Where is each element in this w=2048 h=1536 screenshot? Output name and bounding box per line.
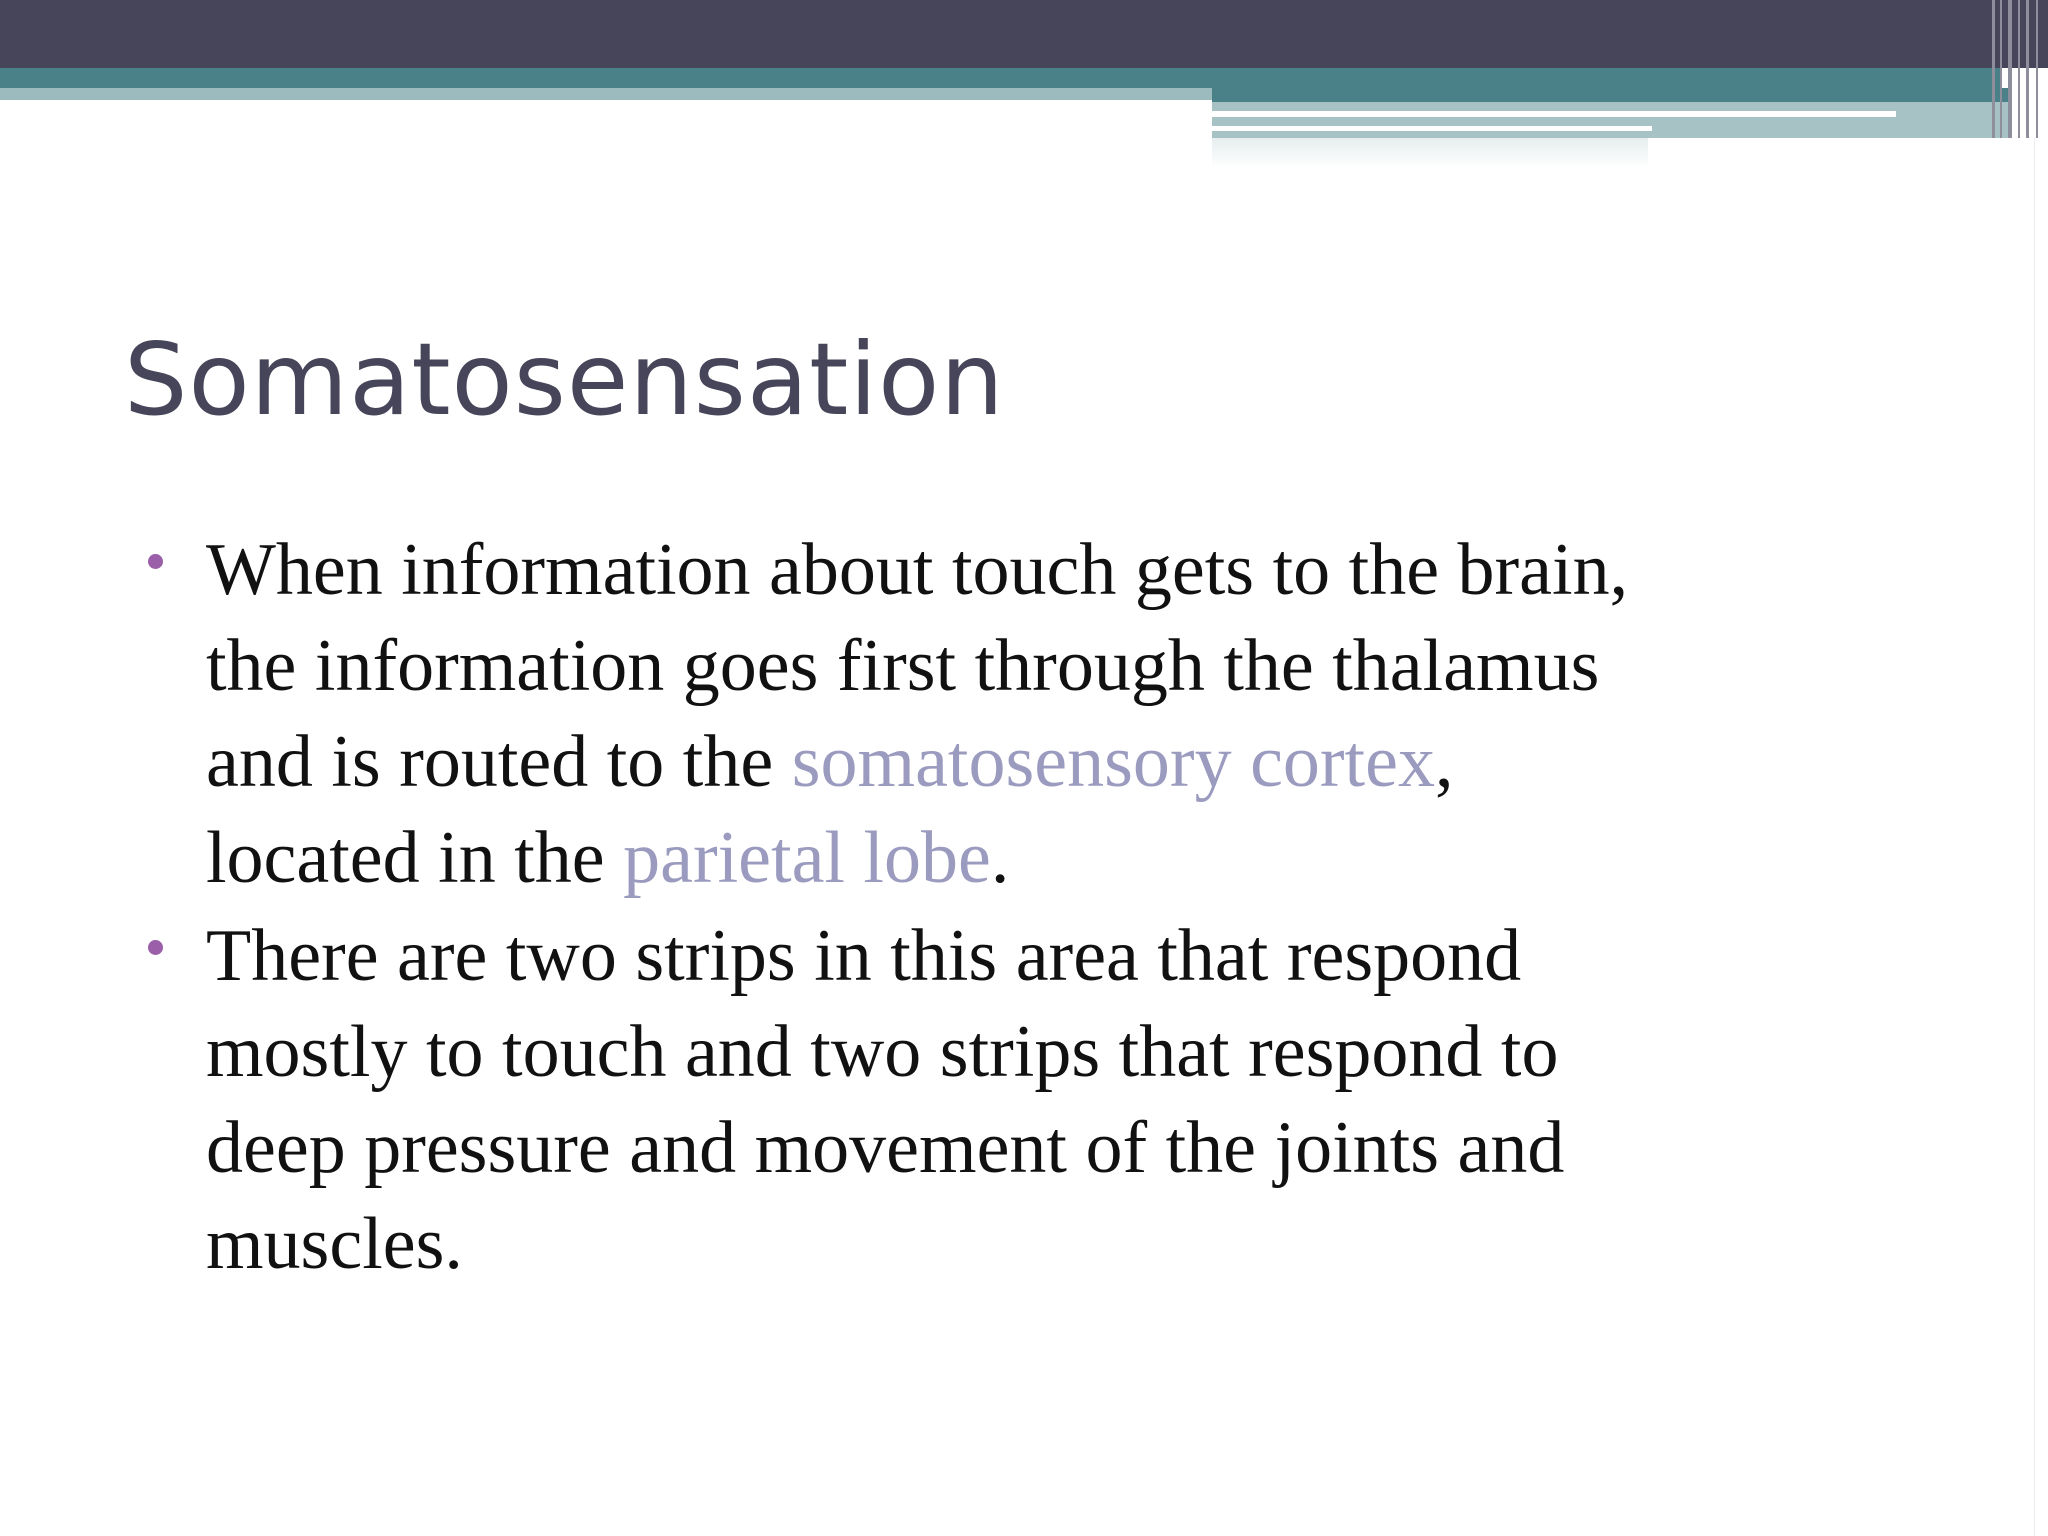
header-step-teal (1212, 88, 2008, 102)
bullet-line: There are two strips in this area that respond (206, 915, 1522, 997)
header-step-light (1212, 102, 2008, 138)
header-band-light-strip (0, 88, 1212, 100)
bullet-text (206, 908, 1564, 1292)
bullet-text (206, 522, 1628, 906)
bullet-line: muscles. (206, 1203, 463, 1285)
header-band-dark (0, 0, 2048, 68)
right-edge-rule (2034, 138, 2035, 1536)
bullet-line (206, 714, 1628, 810)
bullet-line-text: . (990, 817, 1010, 899)
bullet-line-text: , (1434, 721, 1454, 803)
header-white-line (1212, 111, 1896, 117)
bullet-line: deep pressure and movement of the joints and (206, 1107, 1565, 1189)
header-white-line-short (1212, 126, 1652, 131)
key-term-somatosensory-cortex: somatosensory cortex (791, 721, 1435, 803)
bullet-line: When information about touch gets to the brain, (206, 529, 1629, 611)
bullet-dot-icon (148, 940, 163, 955)
key-term-parietal-lobe: parietal lobe (623, 817, 991, 899)
bullet-line: the information goes first through the thalamus (206, 625, 1600, 707)
slide-title: Somatosensation (124, 321, 1005, 438)
header-fade (1212, 138, 1648, 168)
bullet-line (206, 810, 1628, 906)
bullet-dot-icon (148, 554, 163, 569)
bullet-line-text: located in the (206, 817, 624, 899)
bullet-line-text: and is routed to the (206, 721, 792, 803)
bullet-line: mostly to touch and two strips that respond to (206, 1011, 1559, 1093)
header-edge-lines (1990, 0, 2048, 138)
header-band-teal (0, 68, 2000, 88)
